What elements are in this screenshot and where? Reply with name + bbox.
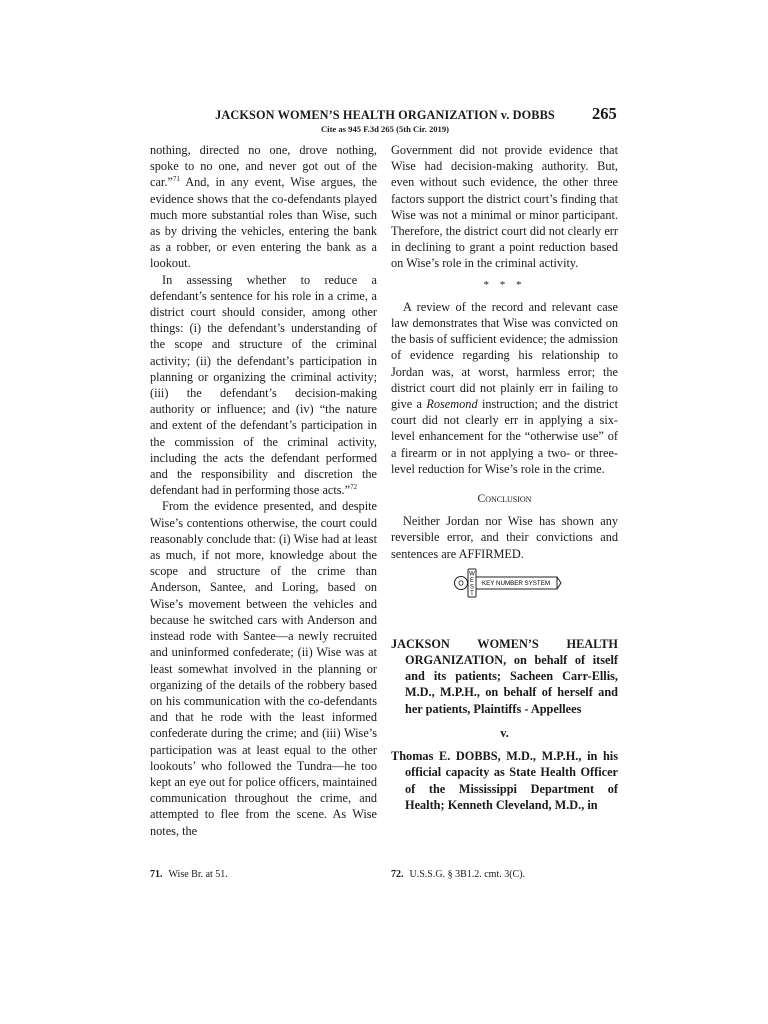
case-caption-defendants: Thomas E. DOBBS, M.D., M.P.H., in his official capacity as State Health Officer of the Mississippi Department of Health; Kenneth Cleveland, M.D., in: [391, 749, 618, 812]
logo-letter: E: [469, 577, 475, 584]
paragraph-1: [150, 142, 377, 272]
logo-letter: O: [458, 580, 464, 588]
footnote-number: 71.: [150, 869, 163, 880]
conclusion-heading: Conclusion: [477, 493, 532, 506]
paragraph-text: nothing, directed no one, drove nothing, spoke to no one, and never got out of the car.”: [150, 143, 377, 190]
logo-letter: T: [470, 590, 474, 597]
versus-label: v.: [500, 725, 509, 740]
paragraph-text: In assessing whether to reduce a defendant’s sentence for his role in a crime, a district court should consider, among other things: (i) the defendant’s understanding of the scope and structure of the criminal activity; (ii) the defendant’s participation in planning or organizing the criminal activity; (iii) the defendant’s decision-making authority or influence; and (iv) “the nature and extent of the defendant’s participation in the commission of the criminal activity, including the acts the defendant performed and the responsibility and discretion the defendant had in performing those acts.”: [150, 272, 377, 498]
spacer: [391, 598, 618, 636]
conclusion-paragraph: Neither Jordan nor Wise has shown any reversible error, and their convictions and sentences are AFFIRMED.: [391, 514, 618, 561]
case-name-italic: Rosemond: [426, 397, 478, 412]
footnote-72: [391, 869, 525, 880]
footnote-71: [150, 869, 228, 880]
page-number: 265: [592, 104, 617, 123]
footnote-text: Wise Br. at 51.: [168, 869, 228, 880]
paragraph-2: [150, 272, 377, 499]
logo-letter: W: [469, 571, 475, 578]
right-column: [391, 142, 618, 813]
key-number-system-logo-icon: [453, 568, 563, 598]
footnote-ref-71: 71: [172, 175, 180, 184]
case-caption-parties: JACKSON WOMEN’S HEALTH ORGANIZATION, on behalf of itself and its patients; Sacheen Carr-Ellis, M.D., M.P.H., on behalf of herself and her patients, Plaintiffs - Appellees: [391, 636, 618, 716]
footnote-text: U.S.S.G. § 3B1.2. cmt. 3(C).: [409, 869, 526, 880]
logo-text: KEY NUMBER SYSTEM: [482, 580, 550, 588]
paragraph-3: From the evidence presented, and despite Wise’s contentions otherwise, the court could reasonably conclude that: (i) Wise had at least as much, if not more, knowledge about the scope and structure of the crime than Anderson, Santee, and Loring, based on Wise’s movement between the vehicles and because he switched cars with Anderson and instead rode with Santee—a newly recruited and uninformed confederate; (ii) Wise was at least somewhat involved in the planning or organizing of the details of the robbery based on his communication with the co-defendants and that he rode with the least informed confederate during the crime; and (iii) Wise’s participation was at least equal to the other lookouts’ who followed the Tundra—he too kept an eye out for police officers, maintained communication throughout the crime, and attempted to flee from the scene. As Wise notes, the: [150, 499, 377, 838]
footnote-number: 72.: [391, 869, 404, 880]
paragraph-4: Government did not provide evidence that Wise had decision-making authority. But, even without such evidence, the other three factors support the district court’s finding that Wise was not a minimal or minor participant. Therefore, the district court did not clearly err in declining to grant a point reduction based on Wise’s role in the criminal activity.: [391, 143, 618, 271]
logo-letter: S: [469, 584, 475, 591]
paragraph-text: instruction; and the district court did not clearly err in applying a six-level enhancement for the “otherwise use” of a firearm or in not applying a two- or three-level reduction for Wise’s role in the crime.: [391, 397, 618, 476]
paragraph-text: And, in any event, Wise argues, the evidence shows that the co-defendants played much more substantial roles than Wise, such as by driving the vehicles, entering the bank as a robber, or even entering the bank as a lookout.: [150, 175, 377, 271]
running-head: JACKSON WOMEN’S HEALTH ORGANIZATION v. DOBBS: [215, 108, 555, 122]
paragraph-text: A review of the record and relevant case law demonstrates that Wise was convicted on the basis of sufficient evidence; the admission of evidence regarding his relationship to Jordan was, at worst, harmless error; the district court did not plainly err in failing to give a: [391, 299, 618, 412]
citation-line: Cite as 945 F.3d 265 (5th Cir. 2019): [320, 124, 450, 134]
section-break-stars: * * *: [483, 278, 526, 291]
paragraph-5: [391, 299, 618, 477]
footnote-ref-72: 72: [350, 483, 358, 492]
left-column: [150, 142, 377, 839]
